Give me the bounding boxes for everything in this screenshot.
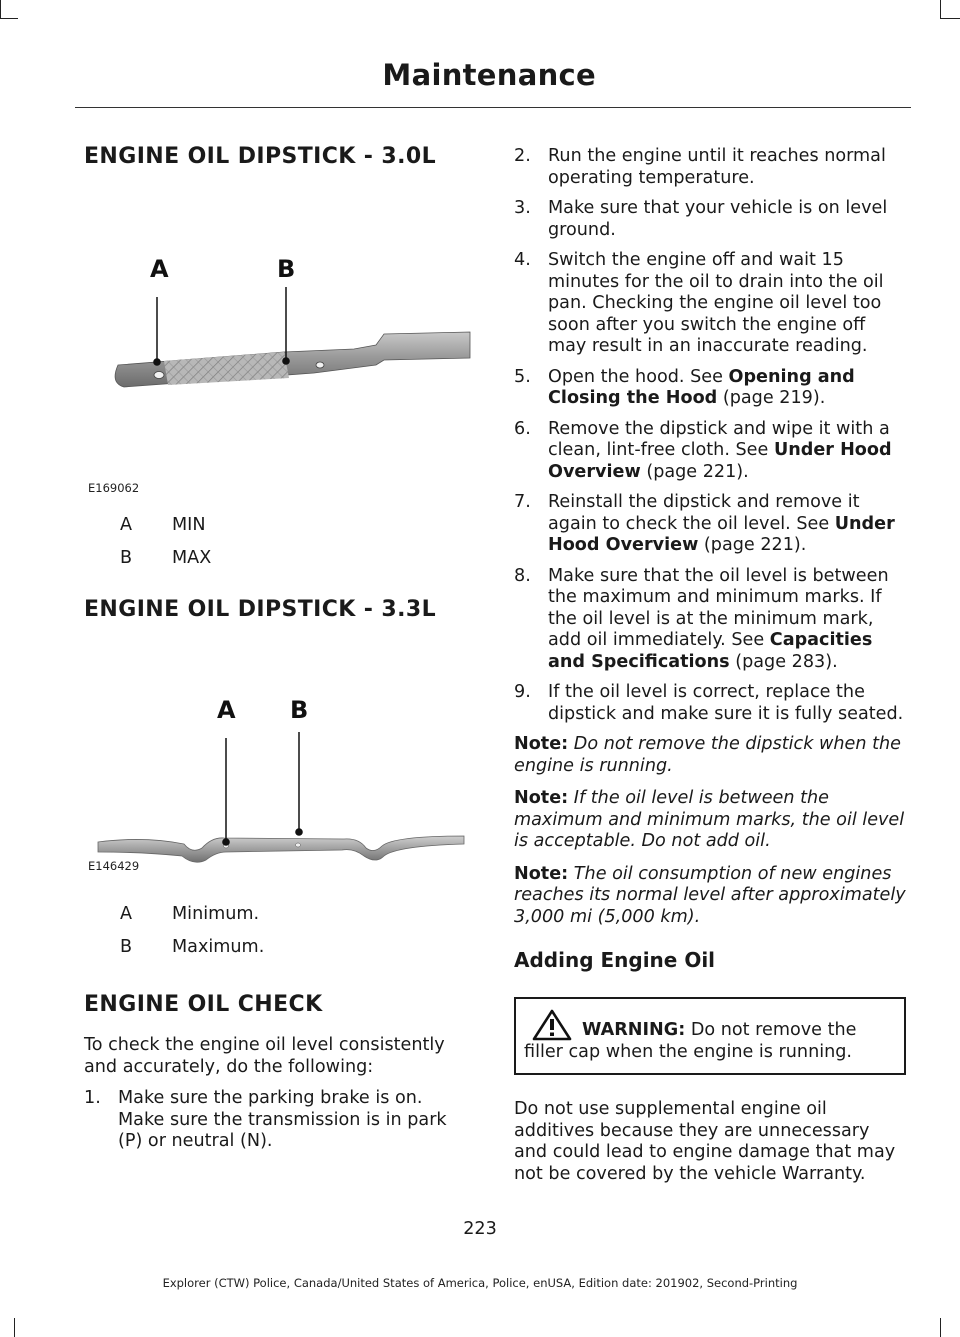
step-text: Make sure that your vehicle is on level ground. [548,198,888,240]
section-title-dipstick-30: ENGINE OIL DIPSTICK - 3.0L [84,144,436,169]
legend-value: MIN [172,515,206,535]
legend-key: A [120,515,133,535]
step-item [514,682,906,725]
page-footer: Explorer (CTW) Police, Canada/United States of America, Police, enUSA, Edition date: 201902, Second-Printing [162,1276,798,1290]
cross-reference-link[interactable]: Under Hood Overview [548,440,892,482]
adding-oil-paragraph: Do not use supplemental engine oil additives because they are unnecessary and could lead to engine damage that may not be covered by the vehicle Warranty. [514,1099,896,1184]
step-text-pre: Reinstall the dipstick and remove it again to check the oil level. See [548,492,860,534]
legend-value: MAX [172,547,212,568]
step-number: 9. [514,682,531,702]
warning-body: Do not remove the filler cap when the engine is running. [524,1020,857,1062]
figure-dipstick-33 [84,622,474,912]
warning-triangle-icon [528,1009,576,1041]
figure-id: E169062 [88,481,140,495]
step-text-post: (page 219). [717,388,826,408]
step-item [514,367,906,410]
note-text: Do not remove the dipstick when the engine is running. [514,734,901,776]
step-text-post: (page 221). [698,535,807,555]
cross-reference-link[interactable]: Opening and Closing the Hood [548,366,855,408]
right-column [514,140,906,1185]
crop-mark [940,18,960,19]
step-text-post: (page 283). [729,651,838,672]
note [514,788,906,853]
step-item [514,419,906,484]
section-title-oil-check: ENGINE OIL CHECK [84,992,323,1017]
step-text [548,419,906,484]
note [514,864,906,929]
legend-key: B [120,547,133,568]
step-text-pre: Make sure that the oil level is between the maximum and minimum marks. If the oil level is at the minimum mark, add oil immediately. See [548,565,889,650]
crop-mark [940,1318,941,1337]
dipstick-33-illustration [84,622,474,902]
step-text [548,367,906,410]
note-label: Note: [514,734,569,754]
note-label: Note: [514,863,569,884]
note-label: Note: [514,788,569,808]
callout-a: A [217,696,236,724]
step-item [514,250,906,358]
step-text [548,492,906,557]
warning-label: WARNING: [582,1020,686,1040]
warning-box [514,997,906,1075]
step-item [514,146,906,189]
step-text [548,566,906,674]
legend-row [84,515,474,537]
figure-id: E146429 [88,859,140,873]
step-number: 7. [514,492,531,512]
step-number: 5. [514,366,531,387]
cross-reference-link[interactable]: Capacities and Specifications [548,630,873,672]
crop-mark [0,0,1,18]
step-number: 1. [84,1088,101,1108]
step-text: Run the engine until it reaches normal operating temperature. [548,146,886,188]
header-divider [75,107,911,108]
warning-text [524,1009,896,1063]
step-item [514,566,906,674]
step-text: Switch the engine off and wait 15 minutes for the oil to drain into the oil pan. Checking the engine oil level too soon after you switch the engine off may result in an inaccurate reading. [548,250,884,356]
callout-b: B [277,255,296,283]
page-number: 223 [463,1219,497,1239]
legend-value: Maximum. [172,936,265,957]
callout-b: B [290,696,309,724]
legend-dipstick-30 [84,515,474,569]
step-text: If the oil level is correct, replace the dipstick and make sure it is fully seated. [548,682,904,724]
section-title-adding-oil: Adding Engine Oil [514,948,716,972]
dipstick-30-illustration [84,169,474,429]
oil-check-intro: To check the engine oil level consistently and accurately, do the following: [84,1035,445,1077]
steps-list-left [84,1088,474,1153]
step-number: 2. [514,146,531,166]
step-item [514,492,906,557]
figure-dipstick-30 [84,169,474,495]
crop-mark [0,18,18,19]
note [514,734,906,777]
steps-list-right [514,146,906,725]
step-item [84,1088,474,1153]
section-title-dipstick-33: ENGINE OIL DIPSTICK - 3.3L [84,597,436,622]
legend-key: A [120,904,133,924]
legend-dipstick-33 [84,904,474,958]
legend-key: B [120,936,133,957]
page-header-title: Maintenance [382,58,596,92]
step-number: 3. [514,198,531,218]
step-number: 6. [514,418,531,439]
crop-mark [940,0,941,18]
step-text-post: (page 221). [640,461,749,482]
crop-mark [14,1318,15,1337]
step-text-pre: Remove the dipstick and wipe it with a clean, lint-free cloth. See [548,418,890,460]
step-text: Make sure the parking brake is on. Make sure the transmission is in park (P) or neutral (N). [118,1088,447,1151]
step-text-pre: Open the hood. See [548,366,729,387]
step-number: 8. [514,565,531,586]
legend-value: Minimum. [172,904,260,924]
callout-a: A [150,255,169,283]
note-text: The oil consumption of new engines reaches its normal level after approximately 3,000 mi (5,000 km). [514,863,906,927]
left-column [84,140,474,1162]
note-text: If the oil level is between the maximum and minimum marks, the oil level is acceptable. Do not add oil. [514,788,905,851]
legend-row [84,937,474,959]
cross-reference-link[interactable]: Under Hood Overview [548,513,895,555]
step-item [514,198,906,241]
step-number: 4. [514,250,531,270]
legend-row [84,548,474,570]
